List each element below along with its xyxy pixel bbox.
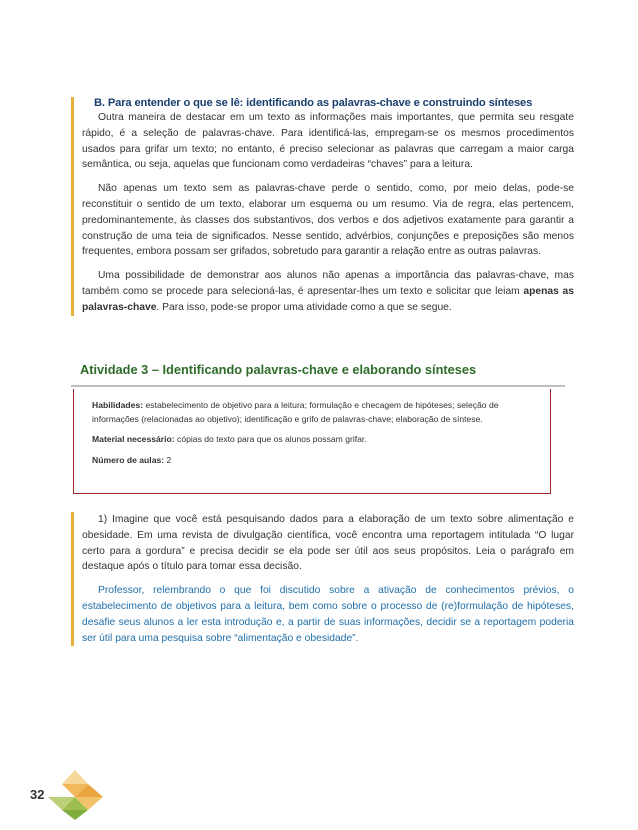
skills-line-2: informações (relacionadas ao objetivo); identificação e grifo de palavras-chave; elaboração de síntese. bbox=[92, 413, 483, 424]
paragraph-1-text: Outra maneira de destacar em um texto as informações mais importantes, que permita seu resgate rápido, é a seleção de palavras-chave. Para identificá-las, empregam-se os mesmos procedimentos usados para grifar um texto; no entanto, é preciso selecionar as palavras que carregam a maior carga semântica, ou seja, aquelas que funcionam como verdadeiras “chaves” para a leitura. bbox=[82, 112, 574, 171]
paragraph-3 bbox=[82, 268, 574, 315]
paragraph-1 bbox=[82, 110, 574, 173]
lessons-label: Número de aulas: bbox=[92, 454, 165, 465]
skills-text: estabelecimento de objetivo para a leitura; formulação e checagem de hipóteses; seleção de bbox=[143, 400, 499, 410]
paragraph-3-end: . Para isso, pode-se propor uma atividade como a que se segue. bbox=[156, 301, 452, 313]
skills-line bbox=[92, 399, 550, 413]
teacher-note-text: Professor, relembrando o que foi discutido sobre a ativação de conhecimentos prévios, o estabelecimento de objetivos para a leitura, bem como sobre o processo de (re)formulação de hipóteses, desafie seus alunos a ler esta introdução e, a partir de suas informações, decidir se a reportagem poderia ser útil para uma pesquisa sobre “alimentação e obesidade”. bbox=[82, 585, 574, 644]
skills-label: Habilidades: bbox=[92, 400, 144, 410]
question-1 bbox=[82, 512, 574, 575]
exercise-block bbox=[71, 512, 574, 646]
section-b-title: B. Para entender o que se lê: identificando as palavras-chave e construindo sínteses bbox=[94, 97, 533, 109]
material-label: Material necessário: bbox=[92, 434, 175, 444]
material-text: cópias do texto para que os alunos possam grifar. bbox=[174, 434, 367, 444]
teacher-note bbox=[82, 583, 574, 646]
activity-title: Atividade 3 – Identificando palavras-chave e elaborando sínteses bbox=[80, 362, 477, 377]
lessons-line bbox=[92, 454, 550, 468]
section-b-block bbox=[71, 97, 574, 316]
paragraph-2 bbox=[82, 181, 574, 260]
page-number: 32 bbox=[30, 787, 45, 802]
question-1-text: 1) Imagine que você está pesquisando dados para a elaboração de um texto sobre alimentação e obesidade. Em uma revista de divulgação científica, você encontra uma reportagem intitulada “O lugar certo para a gordura” e precisa decidir se ela pode ser útil aos seus propósitos. Leia o parágrafo em destaque após o título para tomar essa decisão. bbox=[82, 514, 574, 573]
activity-divider bbox=[71, 385, 565, 387]
paragraph-3-start: Uma possibilidade de demonstrar aos alunos não apenas a importância das palavras-chave, mas também como se procede para selecioná-las, é apresentar-lhes um texto e solicitar que leiam bbox=[82, 270, 574, 297]
tangram-logo-icon bbox=[48, 770, 103, 820]
material-line bbox=[92, 433, 550, 447]
lessons-text: 2 bbox=[164, 454, 172, 465]
paragraph-2-text: Não apenas um texto sem as palavras-chave perde o sentido, como, por meio delas, pode-se reconstituir o sentido de um texto, elaborar um esquema ou um resumo. Via de regra, elas pertencem, predominantemente, às classes dos substantivos, dos verbos e dos adjetivos exatamente para garantir a construção de uma teia de significados. Nesse sentido, advérbios, conjunções e preposições são menos frequentes, embora possam ser grifados, sobretudo para garantir a relação entre as outras palavras. bbox=[82, 183, 574, 258]
paragraph-3-bold: apenas as palavras-chave bbox=[82, 285, 574, 313]
activity-info-box bbox=[73, 389, 551, 494]
